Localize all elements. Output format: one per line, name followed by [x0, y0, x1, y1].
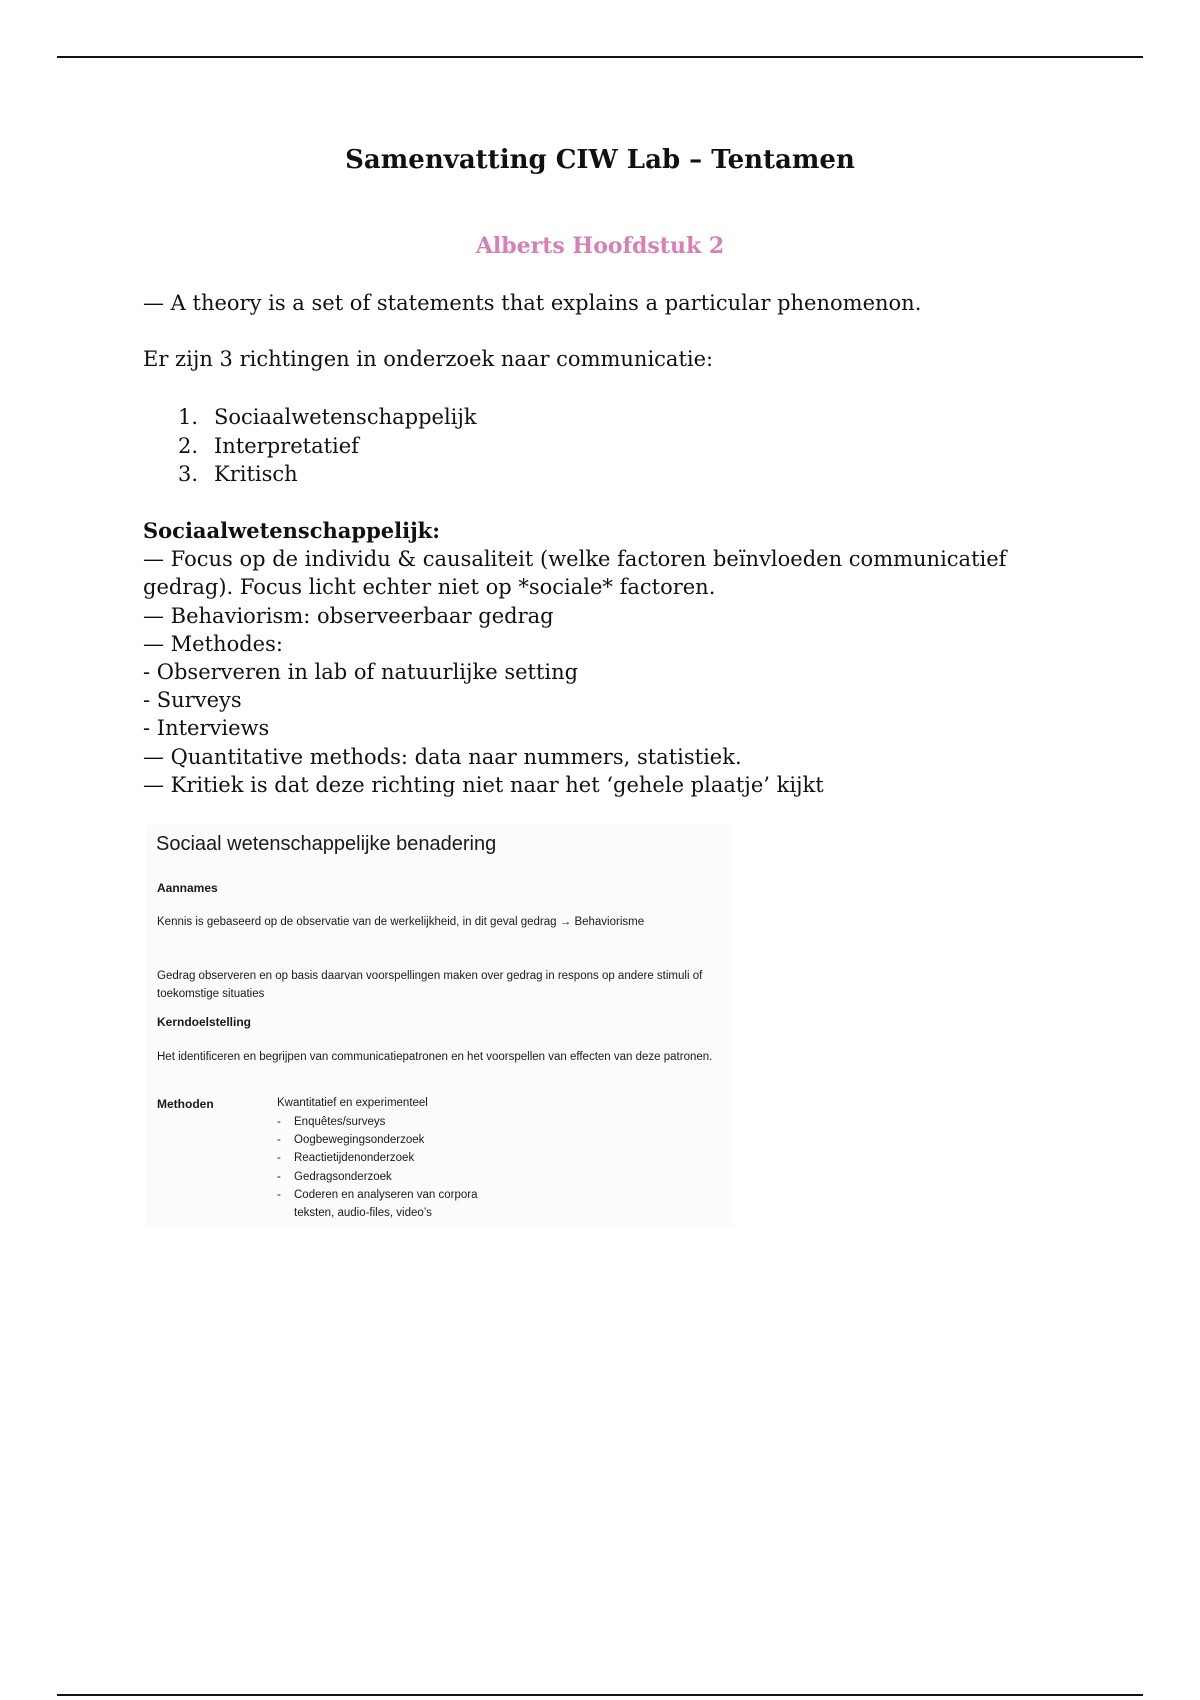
methods-intro: Kwantitatief en experimenteel	[277, 1097, 428, 1109]
list-number: 2.	[178, 433, 199, 458]
method-label: Gedragsonderzoek	[294, 1170, 392, 1183]
goal-label: Kerndoelstelling	[157, 1015, 252, 1029]
bullet-dash: -	[277, 1116, 281, 1128]
methods-list	[277, 1113, 477, 1222]
assumption-text: Gedrag observeren en op basis daarvan voorspellingen maken over gedrag in respons op andere stimuli of toekomstige situaties	[157, 970, 703, 1000]
list-item	[178, 432, 477, 461]
social-science-line: — Quantitative methods: data naar nummers, statistiek.	[143, 744, 742, 769]
method-label: Reactietijdenonderzoek	[294, 1152, 415, 1165]
bottom-rule	[57, 1694, 1143, 1696]
list-item-label: Interpretatief	[214, 433, 359, 458]
top-rule	[57, 56, 1143, 58]
section-heading: Alberts Hoofdstuk 2	[475, 233, 725, 259]
slide-title: Sociaal wetenschappelijke benadering	[156, 833, 497, 855]
methods-label: Methoden	[157, 1097, 214, 1111]
document-title: Samenvatting CIW Lab – Tentamen	[345, 145, 855, 175]
social-science-line: - Observeren in lab of natuurlijke setting	[143, 660, 579, 685]
social-science-line: gedrag). Focus licht echter niet op *sociale* factoren.	[143, 575, 716, 600]
list-item	[277, 1186, 477, 1204]
theory-statement: — A theory is a set of statements that explains a particular phenomenon.	[143, 291, 922, 315]
list-number: 3.	[178, 462, 199, 486]
method-continuation: teksten, audio-files, video’s	[294, 1207, 432, 1220]
list-item	[277, 1131, 477, 1149]
method-label: Oogbewegingsonderzoek	[294, 1134, 425, 1147]
directions-intro: Er zijn 3 richtingen in onderzoek naar communicatie:	[143, 347, 714, 371]
bullet-dash: -	[277, 1188, 281, 1201]
social-science-line: - Surveys	[143, 688, 242, 713]
list-item	[277, 1168, 477, 1186]
list-item	[277, 1149, 477, 1167]
social-science-line: — Methodes:	[143, 631, 283, 656]
bullet-dash: -	[277, 1134, 281, 1147]
social-science-line: — Behaviorism: observeerbaar gedrag	[143, 603, 554, 628]
list-item	[178, 403, 477, 432]
list-item-label: Kritisch	[214, 462, 298, 486]
list-item	[277, 1113, 477, 1131]
social-science-line: — Focus op de individu & causaliteit (welke factoren beïnvloeden communicatief	[143, 547, 1007, 572]
bullet-dash: -	[277, 1152, 281, 1165]
social-science-line: - Interviews	[143, 716, 270, 741]
list-item	[178, 460, 477, 489]
assumption-text: Kennis is gebaseerd op de observatie van de werkelijkheid, in dit geval gedrag → Behaviorisme	[157, 916, 645, 928]
directions-list	[178, 403, 477, 489]
social-science-section	[143, 517, 1023, 799]
assumptions-label: Aannames	[157, 881, 218, 895]
goal-text: Het identificeren en begrijpen van communicatiepatronen en het voorspellen van effecten van deze patronen.	[157, 1051, 713, 1063]
embedded-slide-image	[146, 825, 732, 1227]
method-label: Enquêtes/surveys	[294, 1116, 386, 1128]
social-science-line: — Kritiek is dat deze richting niet naar het ‘gehele plaatje’ kijkt	[143, 772, 824, 797]
list-item-label: Sociaalwetenschappelijk	[214, 405, 477, 429]
bullet-dash: -	[277, 1170, 281, 1183]
social-science-heading: Sociaalwetenschappelijk:	[143, 518, 440, 543]
list-number: 1.	[178, 405, 199, 429]
method-label: Coderen en analyseren van corpora	[294, 1188, 478, 1201]
